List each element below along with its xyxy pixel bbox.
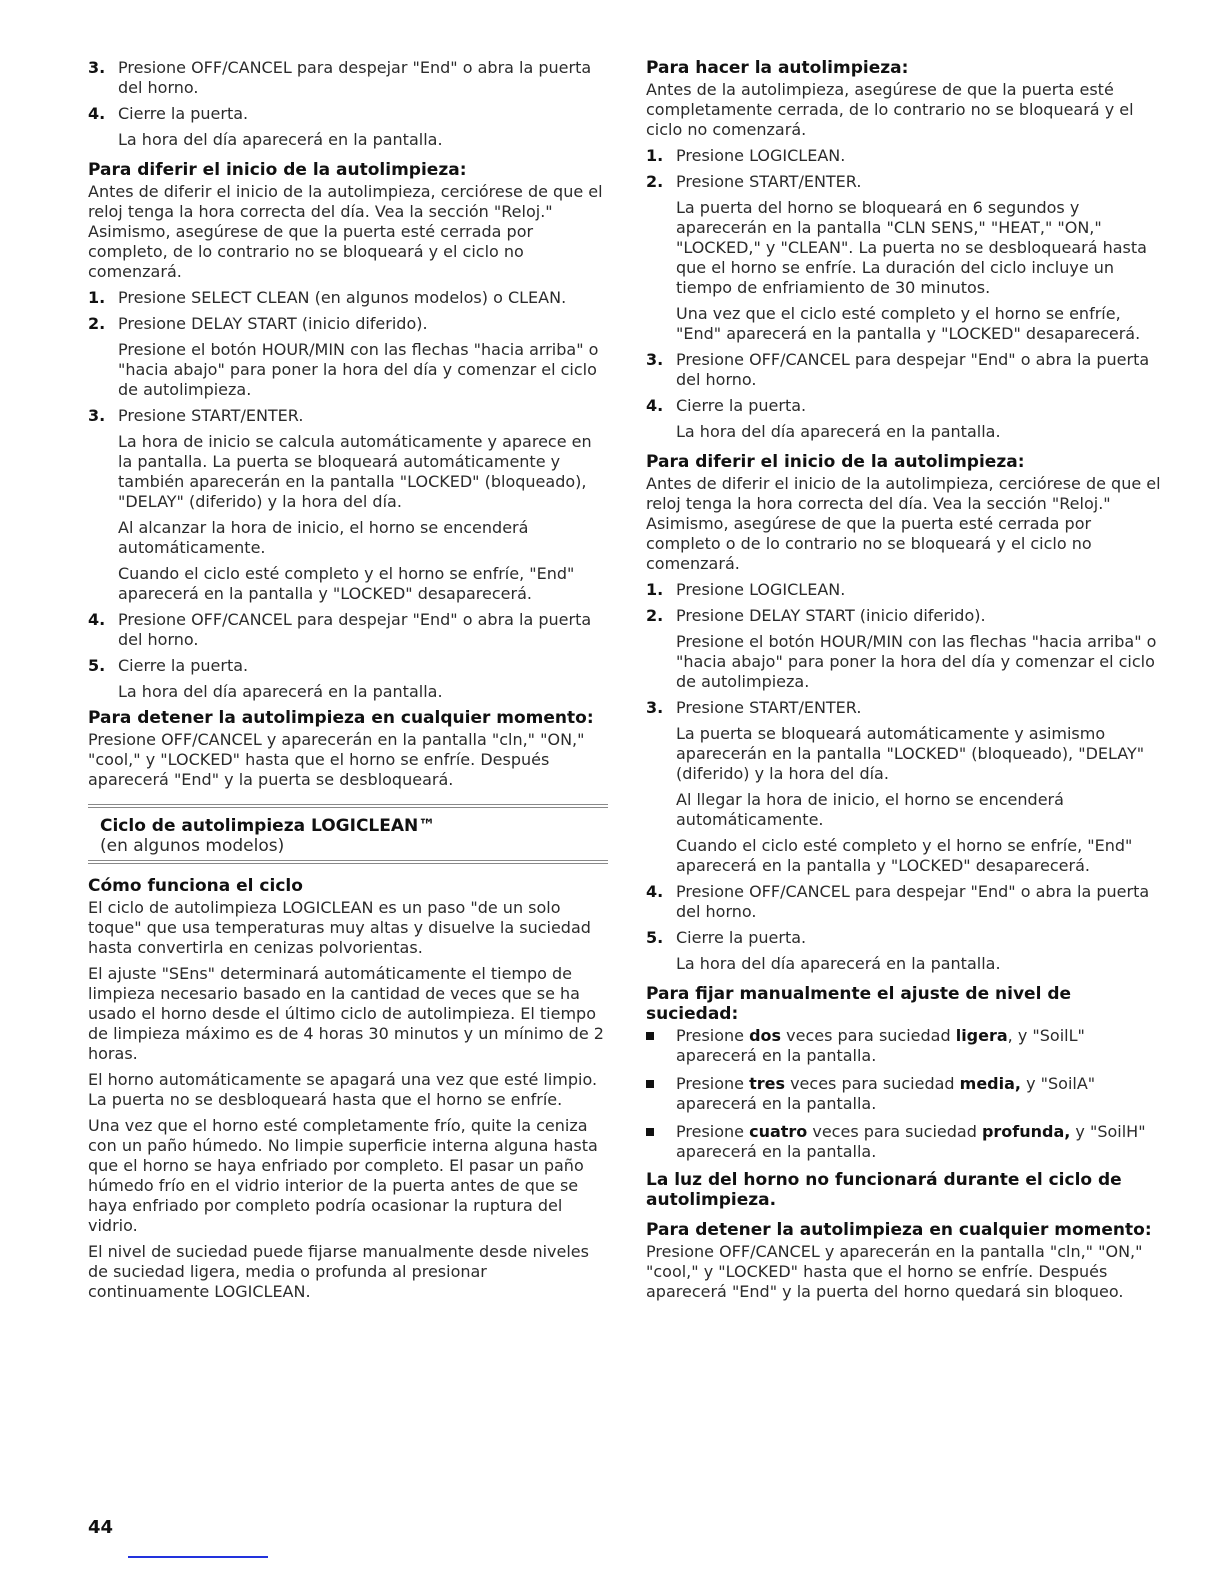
footer-line xyxy=(128,1556,268,1558)
left-delay-step-3-detail-2: Al alcanzar la hora de inicio, el horno se encenderá automáticamente. xyxy=(118,518,529,557)
oven-light-note: La luz del horno no funcionará durante el ciclo de autolimpieza. xyxy=(646,1170,1122,1210)
left-delay-step-3-detail-3: Cuando el ciclo esté completo y el horno se enfríe, "End" aparecerá en la pantalla y "LOCKED" desaparecerá. xyxy=(118,564,575,603)
manual-soil-bullet-medium: Presione tres veces para suciedad media, y "SoilA" aparecerá en la pantalla. xyxy=(646,1074,1166,1114)
left-delay-step-4: 4. Presione OFF/CANCEL para despejar "End" o abra la puerta del horno. xyxy=(88,610,592,649)
top-step-3: 3. Presione OFF/CANCEL para despejar "End" o abra la puerta del horno. xyxy=(88,58,592,97)
top-step-4: 4. Cierre la puerta. xyxy=(88,104,249,123)
right-delay-step-2: 2. Presione DELAY START (inicio diferido). xyxy=(646,606,986,625)
do-step-1: 1. Presione LOGICLEAN. xyxy=(646,146,846,165)
left-column xyxy=(88,58,608,1308)
top-note: La hora del día aparecerá en la pantalla. xyxy=(118,130,443,149)
right-delay-step-3-detail-2: Al llegar la hora de inicio, el horno se encenderá automáticamente. xyxy=(676,790,1064,829)
bullet-square-icon xyxy=(646,1032,654,1040)
left-stop-text: Presione OFF/CANCEL y aparecerán en la pantalla "cln," "ON," "cool," y "LOCKED" hasta que el horno se enfríe. Después aparecerá "End" y la puerta se desbloqueará. xyxy=(88,730,585,789)
right-stop-text: Presione OFF/CANCEL y aparecerán en la pantalla "cln," "ON," "cool," y "LOCKED" hasta que el horno se enfríe. Después aparecerá "End" y la puerta del horno quedará sin bloqueo. xyxy=(646,1242,1143,1301)
bullet-square-icon xyxy=(646,1080,654,1088)
how-paragraph-1: El ciclo de autolimpieza LOGICLEAN es un paso "de un solo toque" que usa temperaturas muy altas y disuelve la suciedad hasta convertirla en cenizas polvorientas. xyxy=(88,898,591,957)
do-heading: Para hacer la autolimpieza: xyxy=(646,58,909,78)
manual-soil-heading: Para fijar manualmente el ajuste de nivel de suciedad: xyxy=(646,984,1072,1024)
how-heading: Cómo funciona el ciclo xyxy=(88,876,303,896)
how-paragraph-5: El nivel de suciedad puede fijarse manualmente desde niveles de suciedad ligera, media o profunda al presionar continuamente LOGICLEAN. xyxy=(88,1242,589,1301)
right-delay-step-1: 1. Presione LOGICLEAN. xyxy=(646,580,846,599)
logiclean-section-banner xyxy=(88,804,608,864)
left-delay-step-1: 1. Presione SELECT CLEAN (en algunos modelos) o CLEAN. xyxy=(88,288,567,307)
left-delay-heading: Para diferir el inicio de la autolimpieza: xyxy=(88,160,467,180)
do-intro: Antes de la autolimpieza, asegúrese de que la puerta esté completamente cerrada, de lo contrario no se bloqueará y el ciclo no comenzará. xyxy=(646,80,1134,139)
page-number: 44 xyxy=(88,1517,114,1538)
how-paragraph-3: El horno automáticamente se apagará una vez que esté limpio. La puerta no se desbloqueará hasta que el horno se enfríe. xyxy=(88,1070,598,1109)
left-delay-intro: Antes de diferir el inicio de la autolimpieza, cerciórese de que el reloj tenga la hora correcta del día. Vea la sección "Reloj." Asimismo, asegúrese de que la puerta esté cerrada por completo, de lo contrario no se bloqueará y el ciclo no comenzará. xyxy=(88,182,603,281)
left-delay-step-2: 2. Presione DELAY START (inicio diferido). xyxy=(88,314,428,333)
right-delay-step-3-detail-3: Cuando el ciclo esté completo y el horno se enfríe, "End" aparecerá en la pantalla y "LOCKED" desaparecerá. xyxy=(676,836,1133,875)
right-delay-heading: Para diferir el inicio de la autolimpieza: xyxy=(646,452,1025,472)
manual-soil-bullet-light: Presione dos veces para suciedad ligera, y "SoilL" aparecerá en la pantalla. xyxy=(646,1026,1166,1066)
right-delay-step-5-detail: La hora del día aparecerá en la pantalla. xyxy=(676,954,1001,973)
right-delay-step-2-detail: Presione el botón HOUR/MIN con las flechas "hacia arriba" o "hacia abajo" para poner la hora del día y comenzar el ciclo de autolimpieza. xyxy=(676,632,1157,691)
right-delay-step-4: 4. Presione OFF/CANCEL para despejar "End" o abra la puerta del horno. xyxy=(646,882,1150,921)
do-step-3: 3. Presione OFF/CANCEL para despejar "End" o abra la puerta del horno. xyxy=(646,350,1150,389)
right-delay-step-5: 5. Cierre la puerta. xyxy=(646,928,807,947)
bullet-square-icon xyxy=(646,1128,654,1136)
how-paragraph-2: El ajuste "SEns" determinará automáticamente el tiempo de limpieza necesario basado en la cantidad de veces que se ha usado el horno desde el último ciclo de autolimpieza. El tiempo de limpieza máximo es de 4 horas 30 minutos y un mínimo de 2 horas. xyxy=(88,964,604,1063)
logiclean-section-subtitle: (en algunos modelos) xyxy=(100,836,285,856)
do-step-4-detail: La hora del día aparecerá en la pantalla. xyxy=(676,422,1001,441)
do-step-2: 2. Presione START/ENTER. xyxy=(646,172,862,191)
right-delay-step-3: 3. Presione START/ENTER. xyxy=(646,698,862,717)
left-stop-heading: Para detener la autolimpieza en cualquier momento: xyxy=(88,708,594,728)
left-delay-step-5: 5. Cierre la puerta. xyxy=(88,656,249,675)
left-delay-step-3: 3. Presione START/ENTER. xyxy=(88,406,304,425)
manual-soil-bullet-heavy: Presione cuatro veces para suciedad profunda, y "SoilH" aparecerá en la pantalla. xyxy=(646,1122,1166,1162)
do-step-2-detail-2: Una vez que el ciclo esté completo y el horno se enfríe, "End" aparecerá en la pantalla y "LOCKED" desaparecerá. xyxy=(676,304,1141,343)
logiclean-section-title: Ciclo de autolimpieza LOGICLEAN™ xyxy=(100,816,436,836)
left-delay-step-5-detail: La hora del día aparecerá en la pantalla. xyxy=(118,682,443,701)
left-delay-step-2-detail: Presione el botón HOUR/MIN con las flechas "hacia arriba" o "hacia abajo" para poner la hora del día y comenzar el ciclo de autolimpieza. xyxy=(118,340,599,399)
right-stop-heading: Para detener la autolimpieza en cualquier momento: xyxy=(646,1220,1152,1240)
do-step-2-detail-1: La puerta del horno se bloqueará en 6 segundos y aparecerán en la pantalla "CLN SENS," "HEAT," "ON," "LOCKED," y "CLEAN". La puerta no se desbloqueará hasta que el horno se enfríe. La duración del ciclo incluye un tiempo de enfriamiento de 30 minutos. xyxy=(676,198,1147,297)
do-step-4: 4. Cierre la puerta. xyxy=(646,396,807,415)
right-delay-intro: Antes de diferir el inicio de la autolimpieza, cerciórese de que el reloj tenga la hora correcta del día. Vea la sección "Reloj." Asimismo, asegúrese de que la puerta esté cerrada por completo o de lo contrario no se bloqueará y el ciclo no comenzará. xyxy=(646,474,1161,573)
right-delay-step-3-detail-1: La puerta se bloqueará automáticamente y asimismo aparecerán en la pantalla "LOCKED" (bloqueado), "DELAY" (diferido) y la hora del día. xyxy=(676,724,1145,783)
how-paragraph-4: Una vez que el horno esté completamente frío, quite la ceniza con un paño húmedo. No limpie superficie interna alguna hasta que el horno se haya enfriado por completo. El pasar un paño húmedo frío en el vidrio interior de la puerta antes de que se haya enfriado por completo podría ocasionar la ruptura del vidrio. xyxy=(88,1116,598,1235)
right-column xyxy=(646,58,1166,1308)
left-delay-step-3-detail-1: La hora de inicio se calcula automáticamente y aparece en la pantalla. La puerta se bloqueará automáticamente y también aparecerán en la pantalla "LOCKED" (bloqueado), "DELAY" (diferido) y la hora del día. xyxy=(118,432,592,511)
